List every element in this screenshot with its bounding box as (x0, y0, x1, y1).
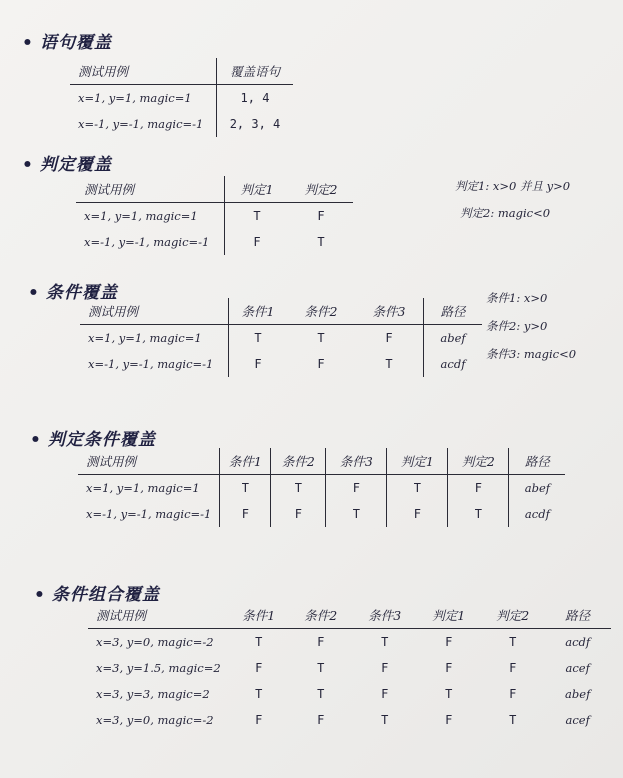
cell-decision-2: T (448, 501, 509, 527)
cell-condition-2: T (317, 661, 325, 675)
header-test-case: 测试用例 (78, 448, 220, 475)
condition-coverage-table (80, 298, 482, 377)
cell-condition-3: T (385, 357, 393, 371)
cell-test-case: x=1, y=1, magic=1 (86, 481, 200, 495)
table-row (76, 229, 353, 255)
table-row (80, 325, 482, 352)
header-test-case: 测试用例 (88, 602, 229, 629)
condition-2-note: 条件2: y>0 (486, 319, 548, 333)
table-row (80, 351, 482, 377)
cell-condition-1: T (220, 475, 271, 502)
decision-condition-coverage-table (78, 448, 565, 527)
cell-decision-1: T (445, 687, 453, 701)
cell-decision-2: F (317, 209, 325, 223)
header-condition-1: 条件1 (229, 298, 288, 325)
section-title-text: 条件覆盖 (45, 283, 118, 303)
cell-condition-3: T (326, 501, 387, 527)
cell-decision-2: F (509, 687, 517, 701)
header-test-case: 测试用例 (80, 298, 229, 325)
cell-condition-3: T (381, 635, 389, 649)
cell-test-case: x=1, y=1, magic=1 (84, 209, 198, 223)
section-title-text: 判定条件覆盖 (47, 430, 156, 450)
decision-1-note: 判定1: x>0 并且 y>0 (455, 179, 571, 193)
header-decision-1: 判定1 (387, 448, 448, 475)
cell-condition-3: F (326, 475, 387, 502)
cell-decision-1: F (225, 229, 290, 255)
header-condition-2: 条件2 (287, 298, 355, 325)
condition-1-note: 条件1: x>0 (486, 291, 548, 305)
cell-condition-2: F (271, 501, 326, 527)
header-test-case: 测试用例 (76, 176, 225, 203)
cell-decision-1: F (387, 501, 448, 527)
cell-decision-2: T (317, 235, 325, 249)
cell-condition-2: F (317, 713, 325, 727)
cell-decision-1: F (445, 635, 453, 649)
section-title-text: 条件组合覆盖 (51, 585, 160, 605)
header-condition-1: 条件1 (229, 602, 289, 629)
cell-path: acdf (565, 635, 591, 649)
cell-path: abef (565, 687, 591, 701)
cell-path: acef (565, 713, 590, 727)
header-decision-2: 判定2 (481, 602, 545, 629)
cell-path: acdf (509, 501, 566, 527)
section-title-text: 语句覆盖 (39, 33, 112, 53)
header-condition-3: 条件3 (326, 448, 387, 475)
header-condition-3: 条件3 (355, 298, 424, 325)
cell-statements: 1, 4 (217, 85, 294, 112)
decision-2-note: 判定2: magic<0 (460, 206, 551, 220)
cell-test-case: x=-1, y=-1, magic=-1 (84, 235, 210, 249)
table-row (88, 681, 611, 707)
table-row (70, 111, 293, 137)
cell-decision-2: T (509, 635, 517, 649)
cell-condition-2: T (317, 331, 325, 345)
section-title-multiple-condition-coverage: • 条件组合覆盖 (34, 585, 160, 605)
cell-test-case: x=3, y=1.5, magic=2 (96, 661, 221, 675)
cell-condition-1: T (229, 325, 288, 352)
table-row (78, 501, 565, 527)
section-title-statement-coverage: • 语句覆盖 (22, 33, 112, 53)
cell-condition-1: F (255, 713, 263, 727)
cell-condition-1: T (255, 687, 263, 701)
cell-condition-2: T (317, 687, 325, 701)
table-row (88, 629, 611, 656)
header-path: 路径 (424, 298, 483, 325)
header-decision-2: 判定2 (289, 176, 353, 203)
cell-condition-2: T (271, 475, 326, 502)
cell-decision-2: T (509, 713, 517, 727)
table-row (88, 655, 611, 681)
header-condition-3: 条件3 (353, 602, 417, 629)
statement-coverage-table (70, 58, 293, 137)
cell-path: acdf (424, 351, 483, 377)
header-condition-2: 条件2 (289, 602, 353, 629)
cell-decision-1: F (445, 713, 453, 727)
table-row (88, 707, 611, 733)
cell-condition-2: F (317, 635, 325, 649)
cell-condition-1: F (229, 351, 288, 377)
header-covered-statements: 覆盖语句 (217, 58, 294, 85)
section-title-decision-coverage: • 判定覆盖 (22, 155, 112, 175)
section-title-decision-condition-coverage: • 判定条件覆盖 (30, 430, 156, 450)
table-row (76, 203, 353, 230)
header-condition-2: 条件2 (271, 448, 326, 475)
header-path: 路径 (545, 602, 611, 629)
cell-statements: 2, 3, 4 (217, 111, 294, 137)
cell-test-case: x=1, y=1, magic=1 (88, 331, 202, 345)
cell-test-case: x=-1, y=-1, magic=-1 (78, 117, 204, 131)
cell-condition-1: T (255, 635, 263, 649)
header-condition-1: 条件1 (220, 448, 271, 475)
section-title-condition-coverage: • 条件覆盖 (28, 283, 118, 303)
cell-decision-2: F (448, 475, 509, 502)
cell-test-case: x=-1, y=-1, magic=-1 (88, 357, 214, 371)
cell-test-case: x=1, y=1, magic=1 (78, 91, 192, 105)
cell-test-case: x=3, y=0, magic=-2 (96, 713, 214, 727)
header-test-case: 测试用例 (70, 58, 217, 85)
cell-condition-3: F (381, 661, 389, 675)
header-decision-2: 判定2 (448, 448, 509, 475)
cell-condition-2: F (317, 357, 325, 371)
cell-path: abef (424, 325, 483, 352)
cell-condition-1: F (255, 661, 263, 675)
header-decision-1: 判定1 (225, 176, 290, 203)
decision-coverage-table (76, 176, 353, 255)
cell-decision-1: T (387, 475, 448, 502)
cell-test-case: x=-1, y=-1, magic=-1 (86, 507, 212, 521)
condition-3-note: 条件3: magic<0 (486, 347, 577, 361)
header-decision-1: 判定1 (417, 602, 481, 629)
cell-decision-1: F (445, 661, 453, 675)
header-path: 路径 (509, 448, 566, 475)
cell-decision-1: T (225, 203, 290, 230)
cell-path: abef (509, 475, 566, 502)
cell-test-case: x=3, y=3, magic=2 (96, 687, 210, 701)
section-title-text: 判定覆盖 (39, 155, 112, 175)
cell-condition-3: F (381, 687, 389, 701)
multiple-condition-coverage-table (88, 602, 611, 733)
cell-condition-3: F (385, 331, 393, 345)
table-row (70, 85, 293, 112)
cell-condition-3: T (381, 713, 389, 727)
table-row (78, 475, 565, 502)
cell-test-case: x=3, y=0, magic=-2 (96, 635, 214, 649)
cell-condition-1: F (220, 501, 271, 527)
cell-decision-2: F (509, 661, 517, 675)
cell-path: acef (565, 661, 590, 675)
